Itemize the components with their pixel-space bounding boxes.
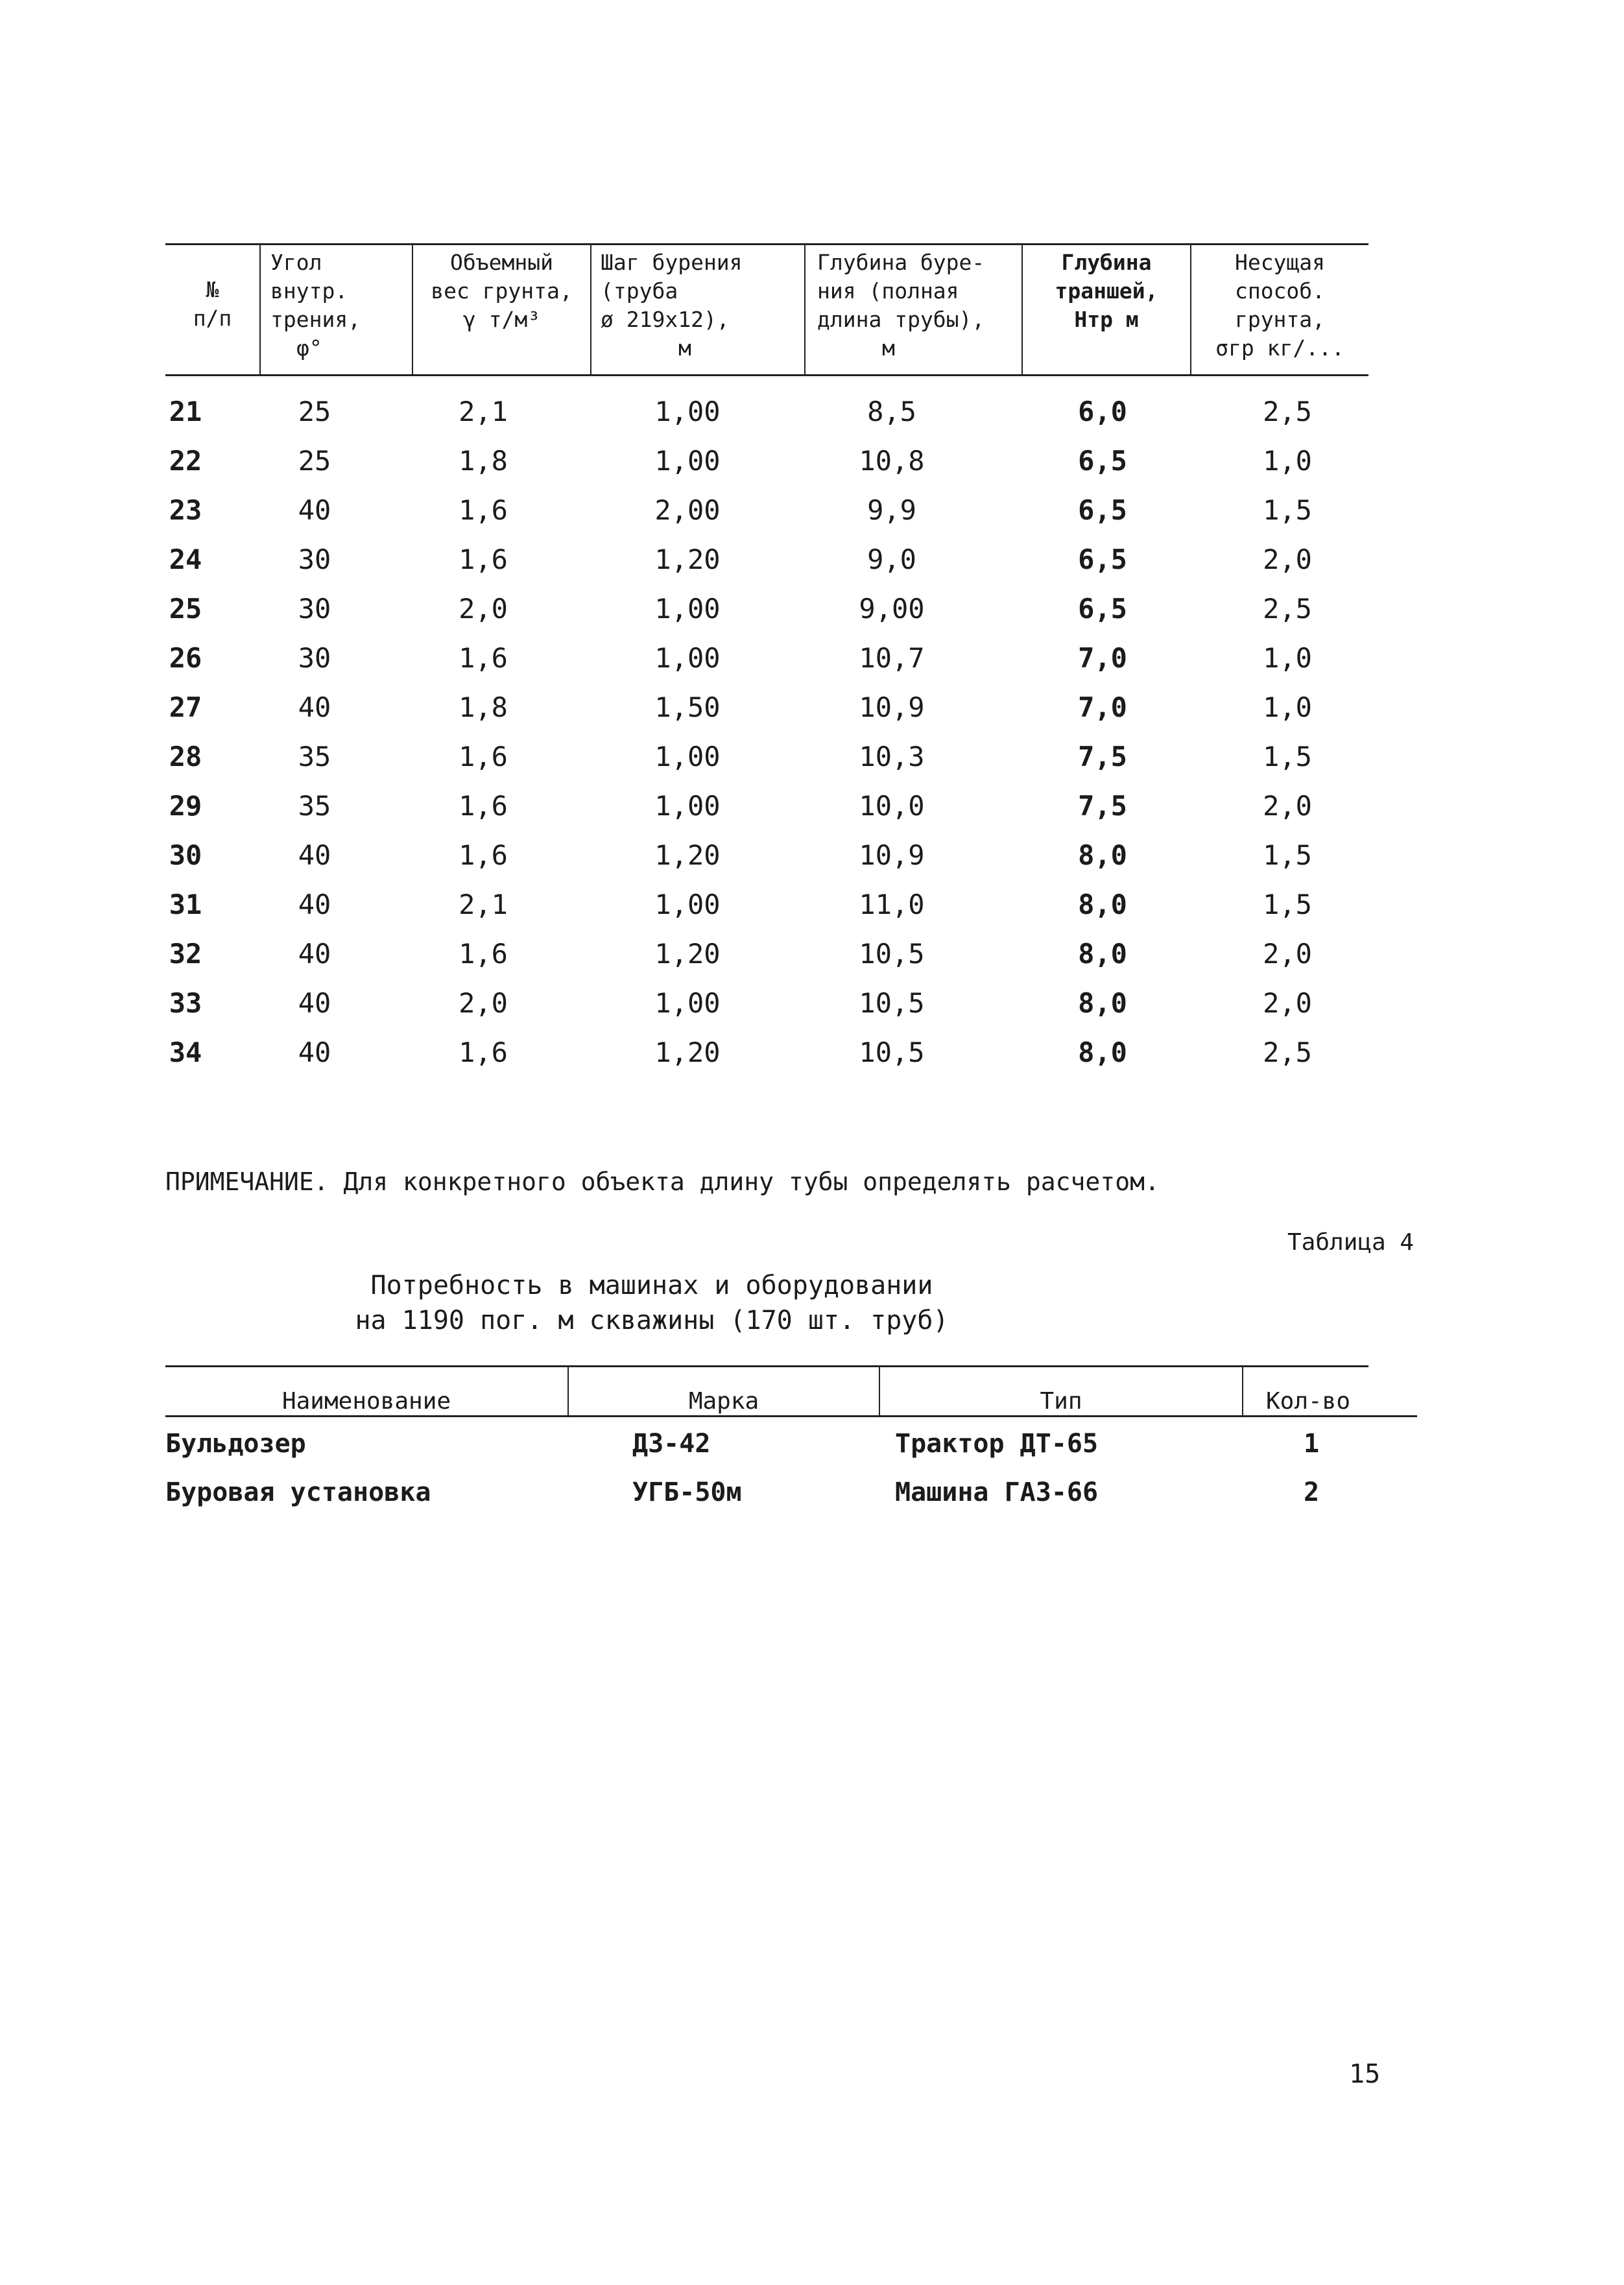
- drilling-depth-value: 8,5: [867, 396, 916, 427]
- row-number: 30: [169, 839, 202, 871]
- drilling-depth-value: 9,00: [859, 593, 925, 625]
- table-row: [165, 782, 1368, 831]
- table-row: [165, 535, 1368, 584]
- trench-depth-value: 6,0: [1078, 396, 1127, 427]
- row-number: 22: [169, 445, 202, 477]
- drilling-step-value: 1,00: [654, 987, 721, 1019]
- trench-depth-value: 8,0: [1078, 1036, 1127, 1068]
- friction-angle-value: 25: [298, 396, 331, 427]
- friction-angle-value: 40: [298, 938, 331, 970]
- drilling-step-value: 1,20: [654, 938, 721, 970]
- drilling-depth-value: 9,0: [867, 544, 916, 575]
- soil-weight-value: 1,6: [459, 790, 508, 822]
- equipment-quantity: 1: [1304, 1429, 1320, 1459]
- trench-depth-value: 6,5: [1078, 445, 1127, 477]
- drilling-depth-value: 10,0: [859, 790, 925, 822]
- drilling-step-value: 1,00: [654, 889, 721, 920]
- bearing-capacity-value: 2,0: [1263, 544, 1312, 575]
- friction-angle-value: 30: [298, 593, 331, 625]
- soil-weight-value: 1,8: [459, 691, 508, 723]
- row-number: 24: [169, 544, 202, 575]
- drilling-step-value: 1,00: [654, 642, 721, 674]
- equipment-brand: ДЗ-42: [632, 1429, 711, 1459]
- trench-depth-value: 8,0: [1078, 889, 1127, 920]
- header-cell-trench-depth: Глубина траншей, Нтр м: [1055, 250, 1158, 332]
- soil-weight-value: 1,6: [459, 642, 508, 674]
- drilling-step-value: 1,20: [654, 544, 721, 575]
- drilling-step-value: 1,50: [654, 691, 721, 723]
- bearing-capacity-value: 1,0: [1263, 691, 1312, 723]
- table-header-rule: [165, 374, 1368, 376]
- table2-top-rule: [165, 1365, 1368, 1367]
- header-cell-name: Наименование: [281, 1388, 451, 1415]
- table-row: [165, 437, 1368, 486]
- trench-depth-value: 6,5: [1078, 494, 1127, 526]
- trench-depth-value: 7,0: [1078, 691, 1127, 723]
- friction-angle-value: 35: [298, 790, 331, 822]
- bearing-capacity-value: 1,0: [1263, 445, 1312, 477]
- drilling-depth-value: 10,9: [859, 691, 925, 723]
- bearing-capacity-value: 1,5: [1263, 494, 1312, 526]
- drilling-depth-value: 9,9: [867, 494, 916, 526]
- drilling-step-value: 1,20: [654, 839, 721, 871]
- row-number: 32: [169, 938, 202, 970]
- drilling-depth-value: 10,5: [859, 938, 925, 970]
- friction-angle-value: 40: [298, 691, 331, 723]
- header-cell-drilling-depth: Глубина буре- ния (полная длина трубы), м: [817, 250, 985, 361]
- page-number: 15: [1349, 2059, 1381, 2089]
- bearing-capacity-value: 1,5: [1263, 839, 1312, 871]
- friction-angle-value: 40: [298, 494, 331, 526]
- soil-weight-value: 1,6: [459, 741, 508, 772]
- table-row: [165, 831, 1368, 880]
- bearing-capacity-value: 2,5: [1263, 1036, 1312, 1068]
- header-cell-type: Тип: [1040, 1388, 1082, 1415]
- header-cell-quantity: Кол-во: [1265, 1388, 1351, 1415]
- drilling-depth-value: 10,9: [859, 839, 925, 871]
- bearing-capacity-value: 2,0: [1263, 790, 1312, 822]
- row-number: 27: [169, 691, 202, 723]
- drilling-depth-value: 10,5: [859, 1036, 925, 1068]
- drilling-step-value: 1,00: [654, 741, 721, 772]
- table-top-rule: [165, 243, 1368, 245]
- bearing-capacity-value: 1,5: [1263, 889, 1312, 920]
- equipment-type: Трактор ДТ-65: [895, 1429, 1099, 1459]
- drilling-depth-value: 10,3: [859, 741, 925, 772]
- bearing-capacity-value: 1,0: [1263, 642, 1312, 674]
- soil-weight-value: 2,0: [459, 987, 508, 1019]
- trench-depth-value: 7,0: [1078, 642, 1127, 674]
- friction-angle-value: 40: [298, 987, 331, 1019]
- bearing-capacity-value: 2,0: [1263, 987, 1312, 1019]
- soil-weight-value: 2,1: [459, 889, 508, 920]
- friction-angle-value: 40: [298, 839, 331, 871]
- header-cell-number: № п/п: [193, 277, 232, 331]
- row-number: 33: [169, 987, 202, 1019]
- drilling-step-value: 1,00: [654, 445, 721, 477]
- table-note: ПРИМЕЧАНИЕ. Для конкретного объекта длину тубы определять расчетом.: [165, 1167, 1160, 1196]
- equipment-type: Машина ГАЗ-66: [895, 1477, 1099, 1507]
- drilling-depth-value: 10,5: [859, 987, 925, 1019]
- friction-angle-value: 40: [298, 889, 331, 920]
- table-row: [165, 880, 1368, 929]
- header-divider: [259, 243, 261, 376]
- soil-weight-value: 2,1: [459, 396, 508, 427]
- soil-weight-value: 1,6: [459, 544, 508, 575]
- friction-angle-value: 25: [298, 445, 331, 477]
- table2-title: Потребность в машинах и оборудовании на 1190 пог. м скважины (170 шт. труб): [355, 1271, 949, 1335]
- table-row: [165, 1028, 1368, 1077]
- table-row: [165, 979, 1368, 1028]
- table-label: Таблица 4: [1287, 1229, 1415, 1256]
- trench-depth-value: 8,0: [1078, 839, 1127, 871]
- drilling-step-value: 1,00: [654, 593, 721, 625]
- table-row: [165, 929, 1368, 979]
- table-row: [165, 584, 1368, 634]
- trench-depth-value: 6,5: [1078, 593, 1127, 625]
- row-number: 23: [169, 494, 202, 526]
- drilling-depth-value: 11,0: [859, 889, 925, 920]
- equipment-brand: УГБ-50м: [632, 1477, 742, 1507]
- trench-depth-value: 8,0: [1078, 938, 1127, 970]
- table-row: [165, 387, 1368, 437]
- row-number: 28: [169, 741, 202, 772]
- trench-depth-value: 7,5: [1078, 790, 1127, 822]
- header-cell-friction-angle: Угол внутр. трения, φ°: [270, 250, 361, 361]
- header-cell-soil-weight: Объемный вес грунта, γ т/м³: [431, 250, 573, 332]
- row-number: 34: [169, 1036, 202, 1068]
- trench-depth-value: 7,5: [1078, 741, 1127, 772]
- friction-angle-value: 40: [298, 1036, 331, 1068]
- row-number: 26: [169, 642, 202, 674]
- friction-angle-value: 30: [298, 642, 331, 674]
- table-row: [165, 683, 1368, 732]
- equipment-name: Буровая установка: [165, 1477, 431, 1507]
- equipment-quantity: 2: [1304, 1477, 1320, 1507]
- header-cell-brand: Марка: [688, 1388, 759, 1415]
- row-number: 29: [169, 790, 202, 822]
- equipment-name: Бульдозер: [165, 1429, 306, 1459]
- bearing-capacity-value: 2,5: [1263, 396, 1312, 427]
- drilling-step-value: 1,00: [654, 790, 721, 822]
- drilling-depth-value: 10,7: [859, 642, 925, 674]
- bearing-capacity-value: 1,5: [1263, 741, 1312, 772]
- drilling-step-value: 1,20: [654, 1036, 721, 1068]
- table2-header-rule: [165, 1415, 1417, 1417]
- drilling-depth-value: 10,8: [859, 445, 925, 477]
- drilling-step-value: 1,00: [654, 396, 721, 427]
- soil-weight-value: 1,6: [459, 938, 508, 970]
- friction-angle-value: 30: [298, 544, 331, 575]
- bearing-capacity-value: 2,5: [1263, 593, 1312, 625]
- soil-weight-value: 1,6: [459, 1036, 508, 1068]
- header-cell-bearing-capacity: Несущая способ. грунта, σгр кг/...: [1215, 250, 1344, 361]
- drilling-step-value: 2,00: [654, 494, 721, 526]
- row-number: 21: [169, 396, 202, 427]
- bearing-capacity-value: 2,0: [1263, 938, 1312, 970]
- header-cell-drilling-step: Шаг бурения (труба ø 219х12), м: [601, 250, 743, 361]
- row-number: 31: [169, 889, 202, 920]
- table-row: [165, 634, 1368, 683]
- table-row: [165, 486, 1368, 535]
- table-row: [165, 732, 1368, 782]
- soil-weight-value: 1,6: [459, 494, 508, 526]
- soil-weight-value: 2,0: [459, 593, 508, 625]
- trench-depth-value: 8,0: [1078, 987, 1127, 1019]
- row-number: 25: [169, 593, 202, 625]
- friction-angle-value: 35: [298, 741, 331, 772]
- trench-depth-value: 6,5: [1078, 544, 1127, 575]
- soil-weight-value: 1,8: [459, 445, 508, 477]
- soil-weight-value: 1,6: [459, 839, 508, 871]
